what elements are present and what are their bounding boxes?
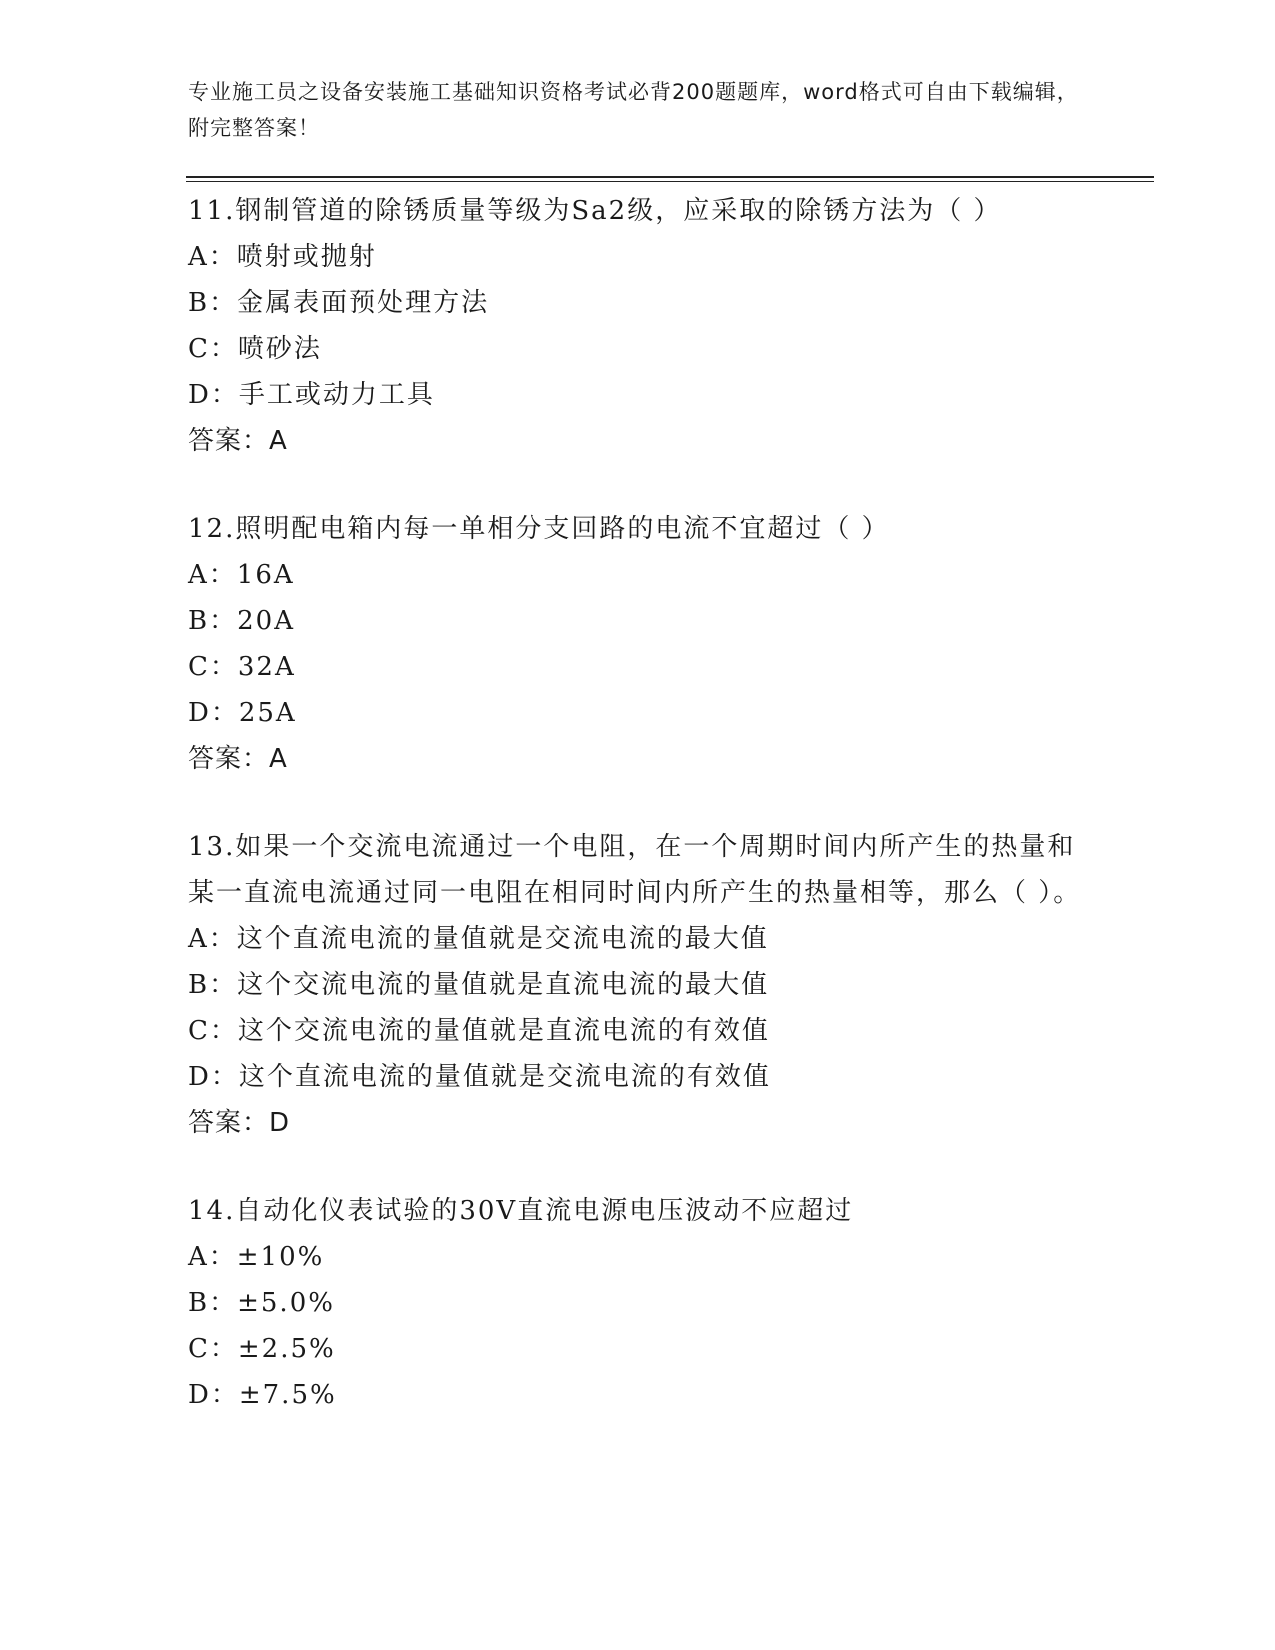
answer-line: 答案：A: [188, 744, 288, 774]
option-c: C：32A: [188, 652, 296, 682]
question-stem: 11.钢制管道的除锈质量等级为Sa2级，应采取的除锈方法为（ ）: [188, 196, 1002, 226]
question-list: [188, 188, 1088, 1460]
question-stem: 13.如果一个交流电流通过一个电阻，在一个周期时间内所产生的热量和某一直流电流通过同一电阻在相同时间内所产生的热量相等，那么（ ）。: [188, 832, 1082, 908]
option-a: A：喷射或抛射: [188, 242, 377, 272]
question-11: [188, 188, 1088, 464]
option-b: B：±5.0%: [188, 1288, 335, 1318]
header-divider-thin: [186, 181, 1154, 182]
question-14: [188, 1188, 1088, 1418]
option-d: D：这个直流电流的量值就是交流电流的有效值: [188, 1062, 771, 1092]
option-b: B：20A: [188, 606, 295, 636]
answer-line: 答案：A: [188, 426, 288, 456]
question-stem: 12.照明配电箱内每一单相分支回路的电流不宜超过（ ）: [188, 514, 890, 544]
option-a: A：这个直流电流的量值就是交流电流的最大值: [188, 924, 769, 954]
option-c: C：喷砂法: [188, 334, 322, 364]
document-header: 专业施工员之设备安装施工基础知识资格考试必背200题题库，word格式可自由下载编辑，附完整答案！: [188, 80, 1079, 140]
option-d: D：手工或动力工具: [188, 380, 435, 410]
option-a: A：±10%: [188, 1242, 325, 1272]
question-13: [188, 824, 1088, 1146]
option-a: A：16A: [188, 560, 295, 590]
question-12: [188, 506, 1088, 782]
option-c: C：这个交流电流的量值就是直流电流的有效值: [188, 1016, 770, 1046]
header-divider-thick: [186, 176, 1154, 178]
option-c: C：±2.5%: [188, 1334, 336, 1364]
option-b: B：这个交流电流的量值就是直流电流的最大值: [188, 970, 770, 1000]
answer-line: 答案：D: [188, 1108, 291, 1138]
option-d: D：±7.5%: [188, 1380, 337, 1410]
option-b: B：金属表面预处理方法: [188, 288, 490, 318]
option-d: D：25A: [188, 698, 297, 728]
question-stem: 14.自动化仪表试验的30V直流电源电压波动不应超过: [188, 1196, 854, 1226]
